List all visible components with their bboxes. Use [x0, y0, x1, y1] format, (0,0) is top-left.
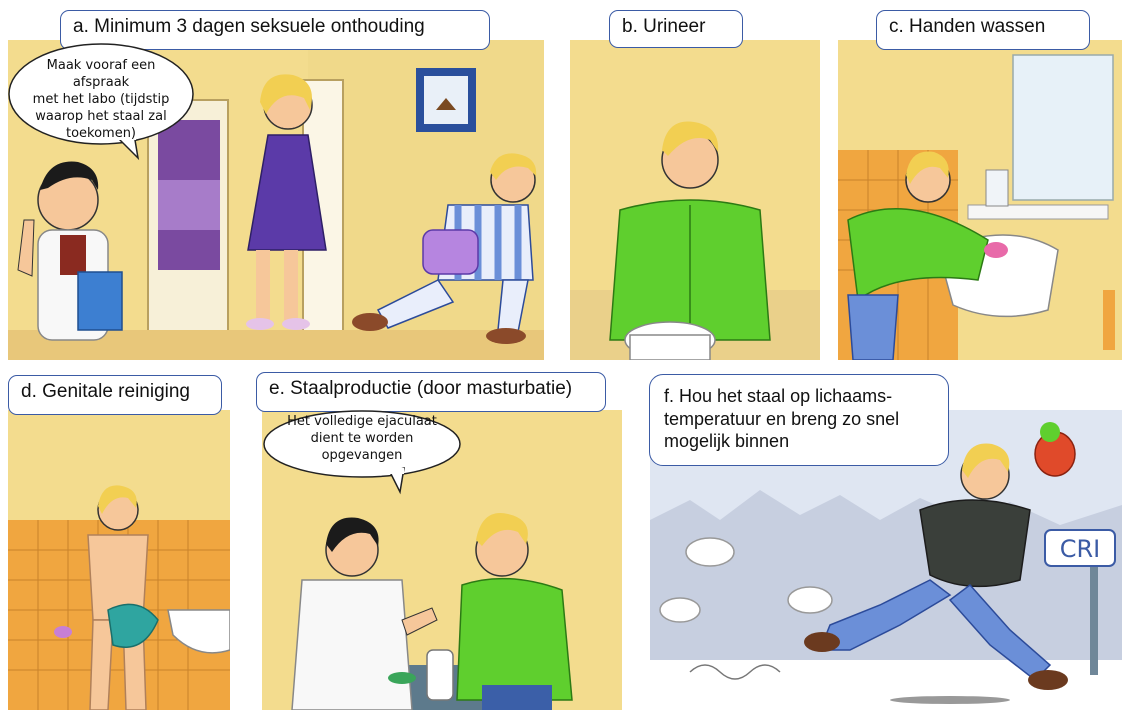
panel-d — [8, 410, 230, 710]
speech-bubble-a-text — [18, 58, 184, 142]
caption-b: b. Urineer — [609, 10, 743, 48]
speech-line: Maak vooraf een afspraak — [46, 58, 156, 90]
caption-a: a. Minimum 3 dagen seksuele onthouding — [60, 10, 490, 50]
caption-e: e. Staalproductie (door masturbatie) — [256, 372, 606, 412]
speech-line: dient te worden — [310, 430, 414, 446]
speech-bubble-e-text — [276, 414, 448, 465]
speech-line: met het labo (tijdstip — [32, 91, 170, 107]
sign-cri: CRI — [1059, 535, 1101, 563]
caption-c: c. Handen wassen — [876, 10, 1090, 50]
panel-e — [262, 410, 622, 710]
speech-bubble-a — [8, 42, 194, 160]
panel-b — [570, 40, 820, 360]
panel-b-scene — [570, 40, 820, 360]
panel-c-scene — [838, 40, 1122, 360]
speech-bubble-f: f. Hou het staal op lichaams-temperatuur en breng zo snel mogelijk binnen — [649, 374, 949, 466]
speech-line: waarop het staal zal — [35, 108, 167, 124]
caption-d: d. Genitale reiniging — [8, 375, 222, 415]
panel-c — [838, 40, 1122, 360]
speech-line: Het volledige ejaculaat — [287, 414, 437, 429]
speech-line: toekomen) — [65, 125, 137, 141]
panel-a — [8, 40, 544, 360]
speech-bubble-e — [262, 410, 462, 492]
panel-d-scene — [8, 410, 230, 710]
speech-line: opgevangen — [321, 447, 403, 463]
